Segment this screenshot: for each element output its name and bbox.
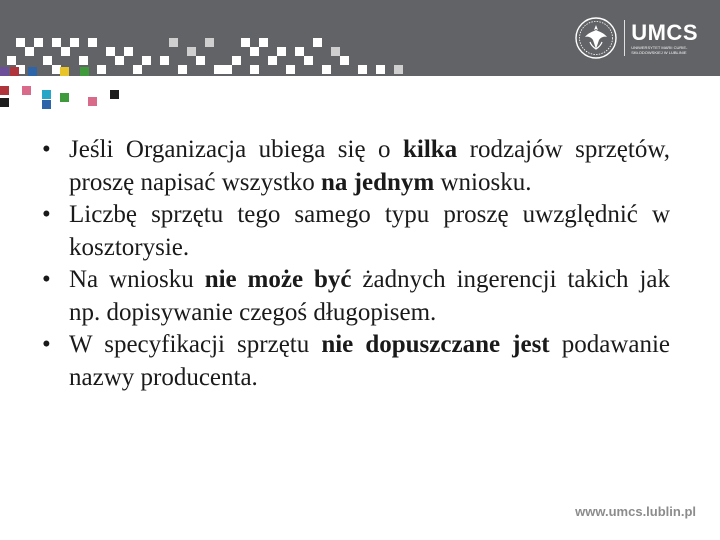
pixel-square [0,67,9,76]
bullet-list [42,134,670,394]
pixel-square [80,67,89,76]
pixel-square [232,56,241,65]
pixel-square [277,47,286,56]
pixel-square [42,90,51,99]
bullet-marker: • [42,136,51,163]
bullet-text: Liczbę sprzętu tego samego typu proszę uwzględnić w kosztorysie. [69,201,670,261]
pixel-square [286,65,295,74]
pixel-square [241,38,250,47]
bullet-text: Na wniosku [69,266,205,293]
pixel-square [0,86,9,95]
pixel-square [322,65,331,74]
logo-subtitle: UNIWERSYTET MARII CURIE-SKŁODOWSKIEJ W LUBLINIE [631,45,688,55]
bullet-text: Jeśli Organizacja ubiega się o [69,136,403,163]
bullet-item [42,134,670,199]
pixel-square [7,56,16,65]
pixel-square [110,90,119,99]
pixel-square [187,47,196,56]
pixel-square [52,38,61,47]
pixel-square [340,56,349,65]
bullet-item [42,264,670,329]
bullet-marker: • [42,266,51,293]
pixel-square [358,65,367,74]
bullet-text: rodzajów sprzętów, proszę napisać wszystko [69,136,671,196]
bullet-item [42,329,670,394]
bullet-item [42,199,670,264]
pixel-square [124,47,133,56]
pixel-square [16,38,25,47]
pixel-square [313,38,322,47]
pixel-square [295,47,304,56]
logo-name: UMCS [631,20,698,45]
pixel-square [43,56,52,65]
bold-text: nie może być [204,266,352,293]
pixel-square [25,47,34,56]
pixel-square [250,65,259,74]
pixel-square [34,38,43,47]
pixel-square [250,47,259,56]
pixel-square [268,56,277,65]
umcs-logo[interactable] [574,14,698,62]
bullet-text: żadnych ingerencji takich jak np. dopisywanie czegoś długopisem. [69,266,670,326]
bold-text: kilka [402,136,458,163]
footer-url[interactable]: www.umcs.lublin.pl [575,504,696,519]
pixel-square [169,38,178,47]
pixel-square [42,100,51,109]
pixel-square [70,38,79,47]
bullet-text: W specyfikacji sprzętu [69,331,322,358]
bold-text: na jednym [321,168,435,196]
pixel-square [394,65,403,74]
pixel-square [22,86,31,95]
pixel-square [304,56,313,65]
pixel-square [10,67,19,76]
pixel-square [88,97,97,106]
pixel-square [223,65,232,74]
pixel-square [60,93,69,102]
pixel-square [178,65,187,74]
university-emblem-icon [574,16,618,60]
pixel-square [331,47,340,56]
bullet-marker: • [42,201,51,228]
bullet-marker: • [42,331,51,358]
bullet-text: wniosku. [434,168,532,196]
pixel-square [259,38,268,47]
pixel-square [160,56,169,65]
pixel-square [142,56,151,65]
pixel-square [196,56,205,65]
bullet-text: podawanie nazwy producenta. [69,331,670,391]
pixel-square [205,38,214,47]
pixel-square [88,38,97,47]
pixel-square [376,65,385,74]
pixel-square [0,98,9,107]
pixel-square [214,65,223,74]
pixel-square [28,67,37,76]
pixel-square [79,56,88,65]
header-band [0,0,720,76]
logo-divider [624,20,625,56]
pixel-square [106,47,115,56]
pixel-square [61,47,70,56]
logo-text [631,21,698,55]
pixel-square [133,65,142,74]
bold-text: nie dopuszczane jest [321,331,550,358]
pixel-square [97,65,106,74]
pixel-square [115,56,124,65]
pixel-square [60,67,69,76]
